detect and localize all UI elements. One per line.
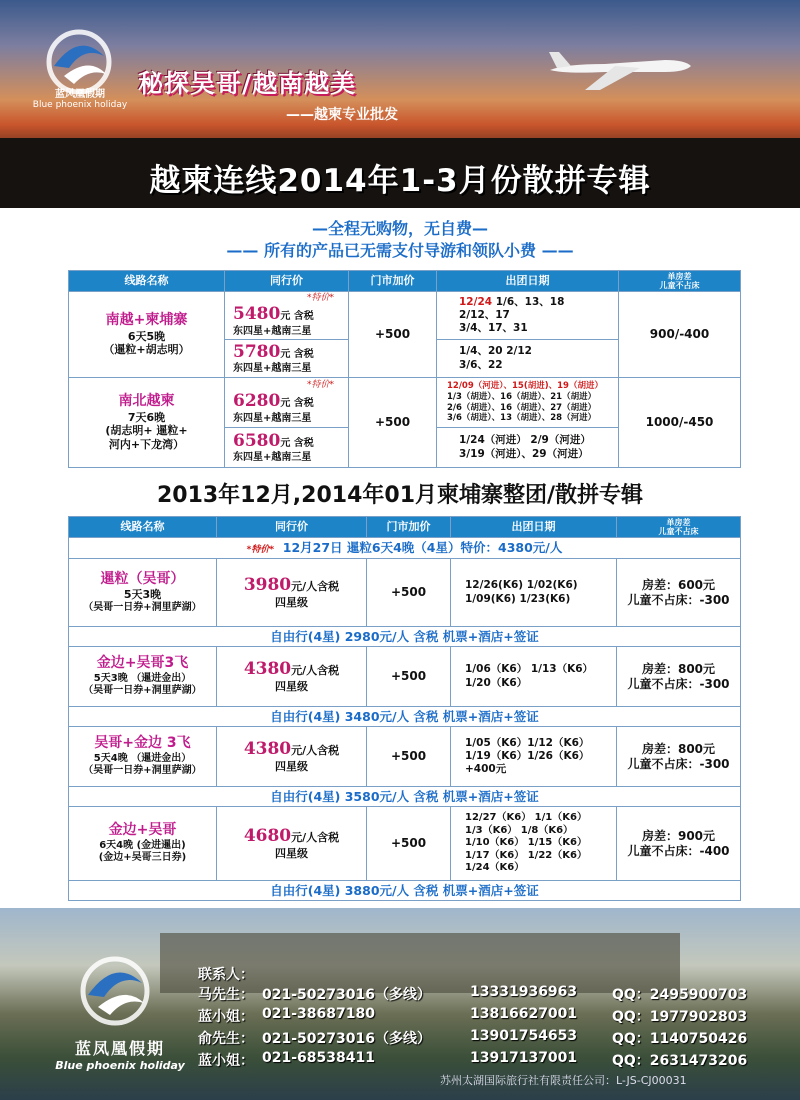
- dates-cell: [437, 292, 619, 340]
- special-tag: *特价*: [306, 380, 334, 390]
- col-header-route: 线路名称: [69, 517, 217, 538]
- dates-cell: [451, 559, 617, 627]
- contact-name: 蓝小姐：: [198, 1053, 254, 1069]
- header-banner: [0, 0, 800, 208]
- child-price: 儿童不占床：-300: [627, 756, 730, 771]
- price-cell: [217, 647, 367, 707]
- dates-cell: [437, 378, 619, 428]
- markup-cell: +500: [367, 647, 451, 707]
- hotel-star: 四星级: [275, 847, 308, 861]
- dates-line: 1/06（K6） 1/13（K6）: [465, 663, 594, 676]
- price-value: 4380: [243, 739, 292, 759]
- dates-red: 12/24 1/6、13、18: [459, 295, 565, 308]
- tour-table-vietnam: [68, 270, 741, 468]
- room-diff: 房差：800元: [641, 741, 716, 756]
- price-unit: 元 含税: [280, 398, 314, 410]
- route-days: 5天3晚 （暹进金出）: [93, 672, 192, 684]
- route-days: 5天4晚 （暹进金出）: [93, 752, 192, 764]
- route-cities: （吴哥一日券+洞里萨湖）: [83, 685, 202, 697]
- dates-cell: [451, 647, 617, 707]
- contact-mobile: 13331936963: [470, 984, 578, 1000]
- contact-phone: 021-38687180: [262, 1006, 375, 1022]
- contact-mobile: 13917137001: [470, 1050, 578, 1066]
- license-text: 苏州太湖国际旅行社有限责任公司：L-JS-CJ00031: [440, 1074, 687, 1087]
- dates-line: 1/10（K6） 1/15（K6）: [465, 837, 587, 849]
- dates-line: 1/20（K6）: [465, 676, 528, 689]
- dates-line: 1/4、20 2/12: [459, 345, 532, 358]
- dates-line: 1/24（K6）: [465, 862, 525, 874]
- route-name: 南越+柬埔寨: [105, 312, 188, 328]
- route-cell: [69, 727, 217, 787]
- dates-line: 3/4、17、31: [459, 322, 528, 335]
- col-header-markup: 门市加价: [367, 517, 451, 538]
- contact-mobile: 13816627001: [470, 1006, 578, 1022]
- price-value: 5480: [233, 304, 281, 325]
- price-unit: 元 含税: [280, 311, 314, 323]
- route-days: 5天3晚: [123, 588, 162, 602]
- price-cell: [217, 559, 367, 627]
- route-cities: （吴哥一日券+洞里萨湖）: [83, 765, 202, 777]
- price-unit: 元/人含税: [291, 831, 340, 844]
- room-diff: 房差：900元: [641, 828, 716, 843]
- room-diff-cell: [617, 727, 741, 787]
- contact-phone: 021-68538411: [262, 1050, 375, 1066]
- route-cell: [69, 378, 225, 468]
- free-travel-row: [69, 707, 741, 727]
- airplane-icon: [545, 38, 695, 98]
- dates-line: 3/19（河进）、29（河进）: [459, 447, 589, 460]
- markup-cell: +500: [349, 378, 437, 468]
- price-cell: [225, 292, 349, 340]
- tour-table-cambodia: [68, 516, 741, 901]
- contact-name: 俞先生：: [198, 1031, 254, 1047]
- footer-brand: [40, 1036, 200, 1072]
- route-cell: [69, 559, 217, 627]
- dates-line: 12/27（K6） 1/1（K6）: [465, 812, 587, 824]
- special-tag: *特价*: [246, 544, 275, 555]
- price-cell: [217, 807, 367, 881]
- special-offer-row: [69, 538, 741, 559]
- contact-phone: 021-50273016（多线）: [262, 987, 431, 1003]
- room-diff-cell: [617, 559, 741, 627]
- room-diff-cell: 1000/-450: [619, 378, 741, 468]
- dates-cell: [451, 727, 617, 787]
- contact-qq: QQ：2631473206: [612, 1053, 748, 1069]
- contact-mobile: 13901754653: [470, 1028, 578, 1044]
- dates-line: 1/19（K6）1/26（K6）: [465, 749, 590, 762]
- markup-cell: +500: [367, 807, 451, 881]
- price-unit: 元/人含税: [291, 664, 340, 677]
- route-cities: （吴哥一日券+洞里萨湖）: [83, 601, 202, 613]
- free-travel-text: 自由行(4星) 3580元/人 含税 机票+酒店+签证: [69, 787, 741, 807]
- contact-qq: QQ：2495900703: [612, 987, 748, 1003]
- dates-line: 3/6、22: [459, 358, 503, 371]
- price-unit: 元/人含税: [291, 580, 340, 593]
- dates-cell: [437, 428, 619, 468]
- cambodia-heading: 2013年12月,2014年01月柬埔寨整团/散拼专辑: [156, 483, 644, 508]
- main-heading: 越柬连线2014年1-3月份散拼专辑: [149, 163, 651, 199]
- col-header-route: 线路名称: [69, 271, 225, 292]
- price-value: 6280: [233, 391, 281, 412]
- contact-qq: QQ：1977902803: [612, 1009, 748, 1025]
- footer-brand-en: Blue phoenix holiday: [55, 1059, 185, 1072]
- route-days: 6天4晚 (金进暹出): [99, 839, 186, 851]
- free-travel-text: 自由行(4星) 2980元/人 含税 机票+酒店+签证: [69, 627, 741, 647]
- hotel-star: 四星级: [275, 596, 308, 610]
- route-name: 暹粒（吴哥）: [100, 570, 185, 587]
- contact-label: 联系人：: [198, 967, 254, 983]
- price-value: 6580: [233, 430, 281, 451]
- hotel-star: 四星级: [275, 680, 308, 694]
- col-header-dates: 出团日期: [451, 517, 617, 538]
- room-diff-cell: 900/-400: [619, 292, 741, 378]
- price-cell: [225, 428, 349, 468]
- room-diff: 房差：600元: [641, 577, 716, 592]
- price-unit: 元 含税: [280, 348, 314, 360]
- dates-line: 12/26(K6) 1/02(K6): [465, 579, 578, 592]
- hotel-level: 东四星+越南三星: [233, 451, 312, 463]
- contact-qq: QQ：1140750426: [612, 1031, 748, 1047]
- dates-line: 1/3（胡进）、16（胡进）、21（胡进）: [447, 391, 597, 402]
- table-row: [69, 559, 741, 627]
- room-diff-cell: [617, 807, 741, 881]
- route-cities: 河内+下龙湾）: [108, 438, 185, 452]
- table-row: [69, 807, 741, 881]
- route-cities: (金边+吴哥三日券): [98, 852, 187, 864]
- price-cell: [225, 378, 349, 428]
- footer: [0, 908, 800, 1100]
- header-brand-en: Blue phoenix holiday: [32, 100, 128, 110]
- col-header-dates: 出团日期: [437, 271, 619, 292]
- route-name: 吴哥+金边 3飞: [94, 735, 191, 752]
- free-travel-row: [69, 787, 741, 807]
- price-value: 4680: [243, 826, 292, 846]
- price-value: 5780: [233, 341, 281, 362]
- child-price: 儿童不占床：-300: [627, 592, 730, 607]
- route-name: 金边+吴哥: [108, 822, 177, 839]
- contact-name: 马先生：: [198, 987, 254, 1003]
- free-travel-row: [69, 627, 741, 647]
- dates-line: 1/3（K6） 1/8（K6）: [465, 824, 574, 836]
- free-travel-text: 自由行(4星) 3480元/人 含税 机票+酒店+签证: [69, 707, 741, 727]
- dates-line: 1/05（K6）1/12（K6）: [465, 736, 590, 749]
- route-cell: [69, 647, 217, 707]
- dates-line: 1/17（K6） 1/22（K6）: [465, 849, 587, 861]
- route-cities: （暹粒+胡志明）: [103, 343, 190, 357]
- child-price: 儿童不占床：-400: [627, 843, 730, 858]
- header-brand-cn: 蓝风凰假期: [55, 89, 105, 100]
- header-brand: [20, 85, 140, 110]
- dates-line: 2/6（胡进）、16（胡进）、27（胡进）: [447, 402, 597, 413]
- route-name: 金边+吴哥3飞: [96, 655, 189, 672]
- hotel-level: 东四星+越南三星: [233, 412, 312, 424]
- dates-line: +400元: [465, 763, 507, 776]
- slogan-line2: —— 所有的产品已无需支付导游和领队小费 ——: [226, 241, 574, 260]
- free-travel-text: 自由行(4星) 3880元/人 含税 机票+酒店+签证: [69, 881, 741, 901]
- col-header-price: 同行价: [217, 517, 367, 538]
- dates-line: 2/12、17: [459, 308, 510, 321]
- col-header-room: 单房差 儿童不占床: [617, 517, 741, 538]
- hotel-level: 东四星+越南三星: [233, 362, 312, 374]
- footer-brand-cn: 蓝凤凰假期: [74, 1039, 165, 1058]
- dates-line: 1/09(K6) 1/23(K6): [465, 592, 571, 605]
- slogan-line1: —全程无购物，无自费—: [311, 219, 488, 238]
- route-cell: [69, 292, 225, 378]
- child-price: 儿童不占床：-300: [627, 676, 730, 691]
- route-cell: [69, 807, 217, 881]
- table-row: [69, 727, 741, 787]
- route-cities: (胡志明+ 暹粒+: [105, 424, 188, 438]
- price-value: 4380: [243, 659, 292, 679]
- special-tag: *特价*: [306, 293, 334, 303]
- price-unit: 元/人含税: [291, 744, 340, 757]
- table-row: [69, 647, 741, 707]
- markup-cell: +500: [367, 727, 451, 787]
- room-diff-cell: [617, 647, 741, 707]
- special-offer: 12月27日 暹粒6天4晚（4星）特价：4380元/人: [282, 539, 563, 555]
- hotel-level: 东四星+越南三星: [233, 325, 312, 337]
- header-subtitle: ——越柬专业批发: [286, 107, 398, 123]
- dates-red: 12/09（河进）、15(胡进)、19（胡进）: [447, 381, 603, 392]
- markup-cell: +500: [367, 559, 451, 627]
- contact-phone: 021-50273016（多线）: [262, 1031, 431, 1047]
- price-value: 3980: [243, 575, 292, 595]
- price-cell: [217, 727, 367, 787]
- price-cell: [225, 340, 349, 378]
- hotel-star: 四星级: [275, 760, 308, 774]
- room-diff: 房差：800元: [641, 661, 716, 676]
- route-name: 南北越柬: [118, 393, 175, 410]
- dates-cell: [451, 807, 617, 881]
- col-header-markup: 门市加价: [349, 271, 437, 292]
- dates-line: 3/6（胡进）、13（胡进）、28（河进）: [447, 413, 597, 424]
- col-header-room: 单房差 儿童不占床: [619, 271, 741, 292]
- contact-name: 蓝小姐：: [198, 1009, 254, 1025]
- price-unit: 元 含税: [280, 437, 314, 449]
- dates-cell: [437, 340, 619, 378]
- route-days: 7天6晚: [127, 410, 166, 424]
- route-days: 6天5晚: [127, 329, 166, 343]
- col-header-price: 同行价: [225, 271, 349, 292]
- markup-cell: +500: [349, 292, 437, 378]
- header-title: 秘探吴哥/越南越美: [138, 69, 357, 98]
- phoenix-logo-icon: [70, 953, 160, 1033]
- free-travel-row: [69, 881, 741, 901]
- dates-line: 1/24（河进） 2/9（河进）: [459, 434, 591, 447]
